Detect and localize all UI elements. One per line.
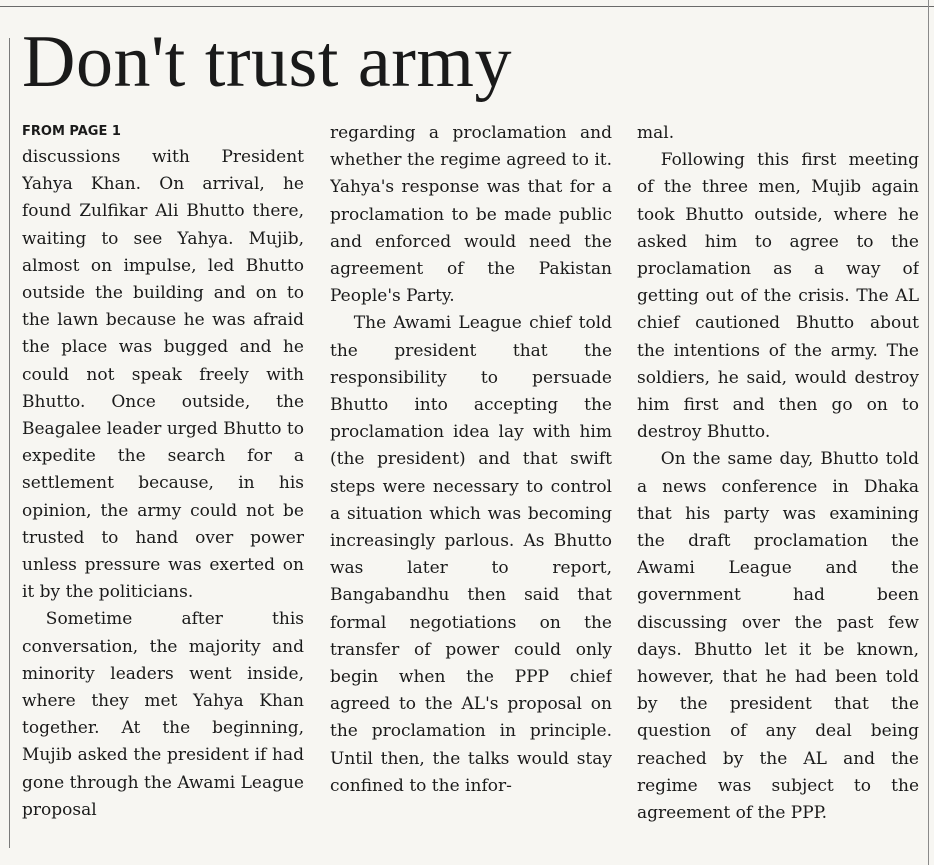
- left-column-rule: [9, 38, 10, 848]
- kicker-from-page-1: FROM PAGE 1: [22, 124, 121, 139]
- article-column-3: [637, 120, 919, 862]
- column-3-paragraph-1: mal.: [637, 123, 675, 143]
- column-3-paragraph-2: Following this first meeting of the three men, Mujib again took Bhutto outside, where he asked him to agree to the proclamation as a way of getting out of the crisis. The AL chief cautioned Bhutto about the intentions of the army. The soldiers, he said, would destroy him first and then go on to destroy Bhutto.: [637, 150, 919, 443]
- column-1-paragraph-1: discussions with President Yahya Khan. On arrival, he found Zulfikar Ali Bhutto there, waiting to see Yahya. Mujib, almost on impulse, led Bhutto outside the building and on to the lawn because he was afraid the place was bugged and he could not speak freely with Bhutto. Once outside, the Beagalee leader urged Bhutto to expedite the search for a settlement because, in his opinion, the army could not be trusted to hand over power unless pressure was exerted on it by the politicians.: [22, 147, 304, 603]
- column-3-paragraph-3: On the same day, Bhutto told a news conference in Dhaka that his party was examining the draft proclamation the Awami League and the government had been discussing over the past few days. Bhutto let it be known, however, that he had been told by the president that the question of any deal being reached by the AL and the regime was subject to the agreement of the PPP.: [637, 449, 919, 824]
- headline: Don't trust army: [22, 21, 512, 103]
- column-2-paragraph-2: The Awami League chief told the president that the responsibility to persuade Bhutto into accepting the proclamation idea lay with him (the president) and that swift steps were necessary to control a situation which was becoming increasingly parlous. As Bhutto was later to report, Bangabandhu then said that formal negotiations on the transfer of power could only begin when the PPP chief agreed to the AL's proposal on the proclamation in principle. Until then, the talks would stay confined to the infor-: [330, 313, 612, 796]
- article-column-1: [22, 144, 304, 862]
- top-rule: [0, 6, 934, 7]
- article-column-2: [330, 120, 612, 862]
- column-2-paragraph-1: regarding a proclamation and whether the regime agreed to it. Yahya's response was that for a proclamation to be made public and enforced would need the agreement of the Pakistan People's Party.: [330, 123, 612, 307]
- column-1-paragraph-2: Sometime after this conversation, the majority and minority leaders went inside, where they met Yahya Khan together. At the beginning, Mujib asked the president if had gone through the Awami League proposal: [22, 609, 304, 820]
- right-edge-rule: [928, 0, 929, 865]
